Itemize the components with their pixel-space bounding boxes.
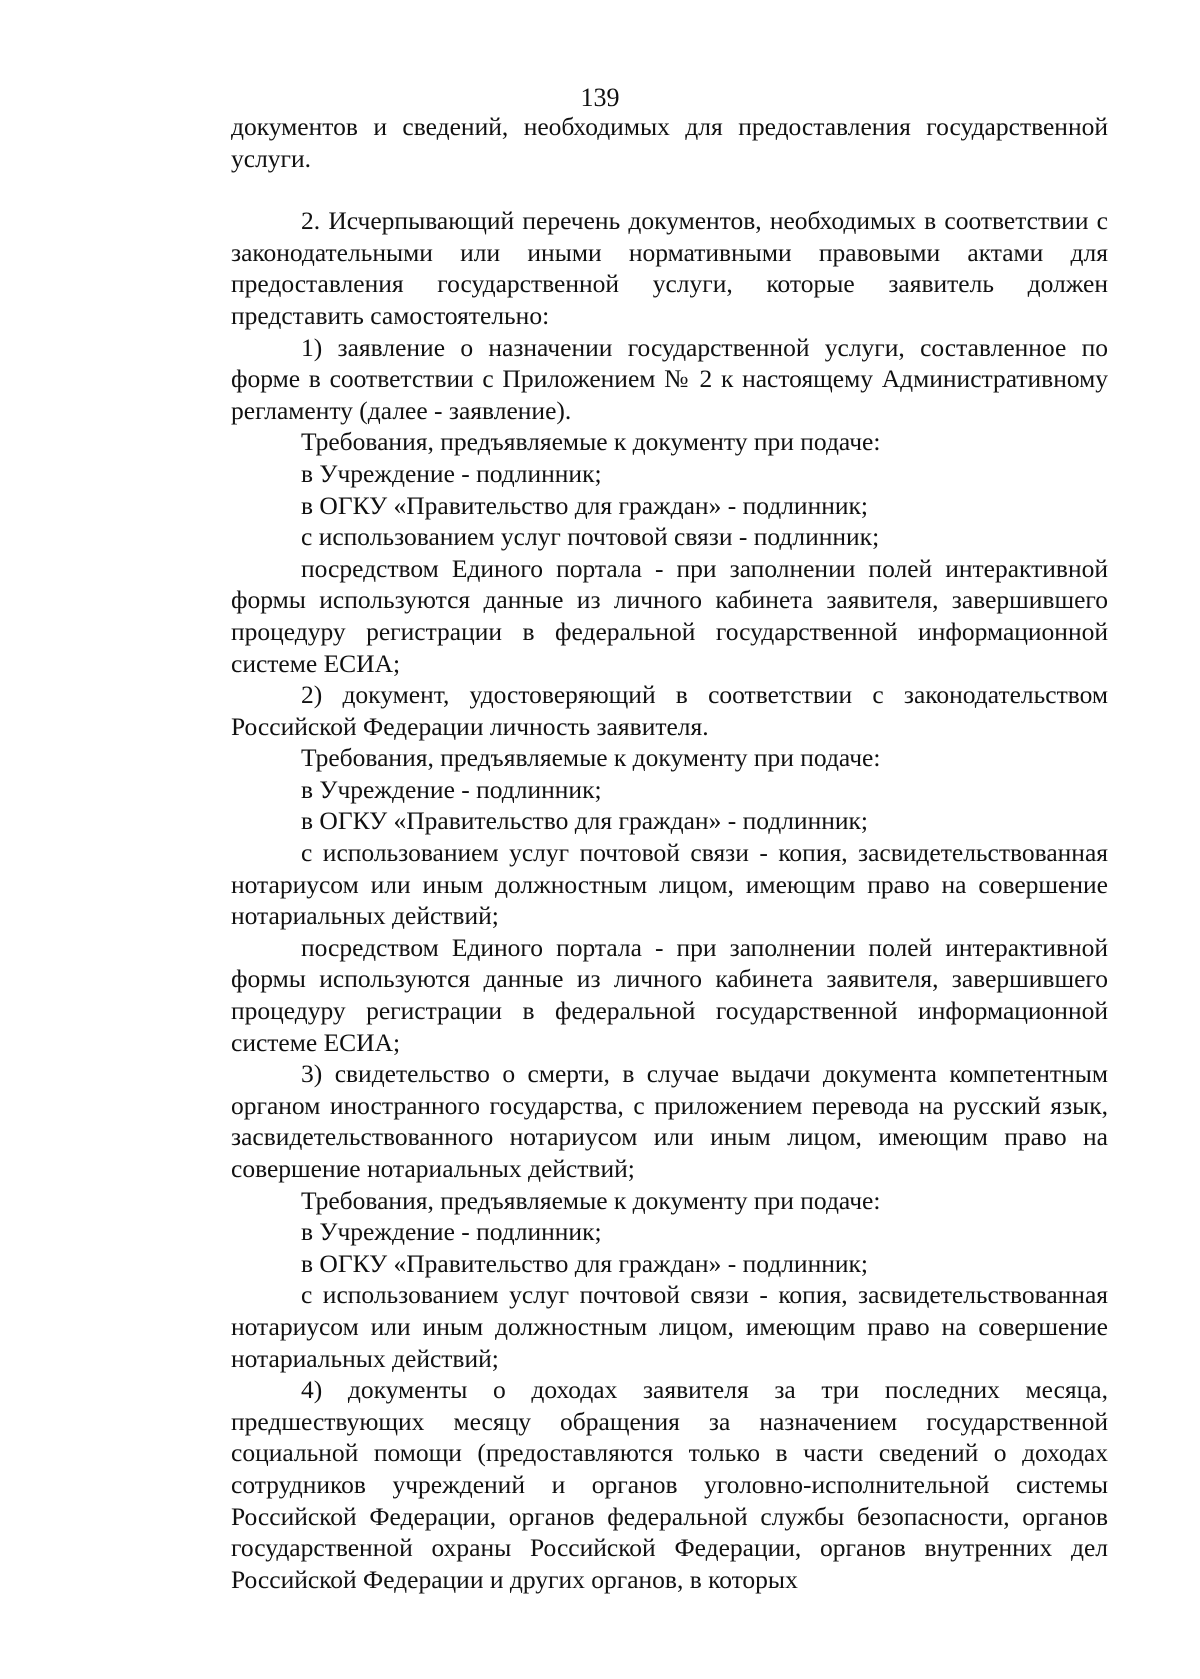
page-number: 139: [580, 83, 620, 112]
paragraph-requirement: в Учреждение - подлинник;: [301, 774, 602, 804]
paragraph-item-3: 3) свидетельство о смерти, в случае выдачи документа компетентным органом иностранного государства, с приложением перевода на русский язык, засвидетельствованного нотариусом или иным лицом, имеющим право на совершение нотариальных действий;: [231, 1059, 1108, 1183]
paragraph-requirement: в Учреждение - подлинник;: [301, 1217, 602, 1247]
paragraph-requirement: в ОГКУ «Правительство для граждан» - подлинник;: [301, 806, 868, 836]
paragraph-requirement: с использованием услуг почтовой связи - подлинник;: [301, 522, 880, 552]
paragraph-section-2: 2. Исчерпывающий перечень документов, необходимых в соответствии с законодательными или иными нормативными правовыми актами для предоставления государственной услуги, которые заявитель должен представить самостоятельно:: [231, 206, 1108, 330]
paragraph-requirement: в ОГКУ «Правительство для граждан» - подлинник;: [301, 1248, 868, 1278]
paragraph-requirements-heading: Требования, предъявляемые к документу при подаче:: [301, 743, 881, 773]
paragraph-requirements-heading: Требования, предъявляемые к документу при подаче:: [301, 1185, 881, 1215]
paragraph-requirement: посредством Единого портала - при заполнении полей интерактивной формы используются данные из личного кабинета заявителя, завершившего процедуру регистрации в федеральной государственной информационной системе ЕСИА;: [231, 932, 1108, 1057]
paragraph-requirement: с использованием услуг почтовой связи - копия, засвидетельствованная нотариусом или иным должностным лицом, имеющим право на совершение нотариальных действий;: [231, 838, 1108, 931]
paragraph-requirement: в Учреждение - подлинник;: [301, 458, 602, 488]
paragraph-requirement: с использованием услуг почтовой связи - копия, засвидетельствованная нотариусом или иным должностным лицом, имеющим право на совершение нотариальных действий;: [231, 1280, 1108, 1373]
paragraph-requirements-heading: Требования, предъявляемые к документу при подаче:: [301, 427, 881, 457]
paragraph-requirement: посредством Единого портала - при заполнении полей интерактивной формы используются данные из личного кабинета заявителя, завершившего процедуру регистрации в федеральной государственной информационной системе ЕСИА;: [231, 553, 1108, 678]
paragraph-item-4: 4) документы о доходах заявителя за три последних месяца, предшествующих месяцу обращения за назначением государственной социальной помощи (предоставляются только в части сведений о доходах сотрудников учреждений и органов уголовно-исполнительной системы Российской Федерации, органов федеральной службы безопасности, органов государственной охраны Российской Федерации, органов внутренних дел Российской Федерации и других органов, в которых: [231, 1375, 1108, 1594]
paragraph-item-1: 1) заявление о назначении государственной услуги, составленное по форме в соответствии с Приложением № 2 к настоящему Административному регламенту (далее - заявление).: [231, 332, 1108, 425]
paragraph-requirement: в ОГКУ «Правительство для граждан» - подлинник;: [301, 490, 868, 520]
paragraph-item-2: 2) документ, удостоверяющий в соответствии с законодательством Российской Федерации личность заявителя.: [231, 680, 1108, 741]
document-body: [231, 111, 1108, 1595]
paragraph-continuation: документов и сведений, необходимых для предоставления государственной услуги.: [231, 112, 1108, 173]
